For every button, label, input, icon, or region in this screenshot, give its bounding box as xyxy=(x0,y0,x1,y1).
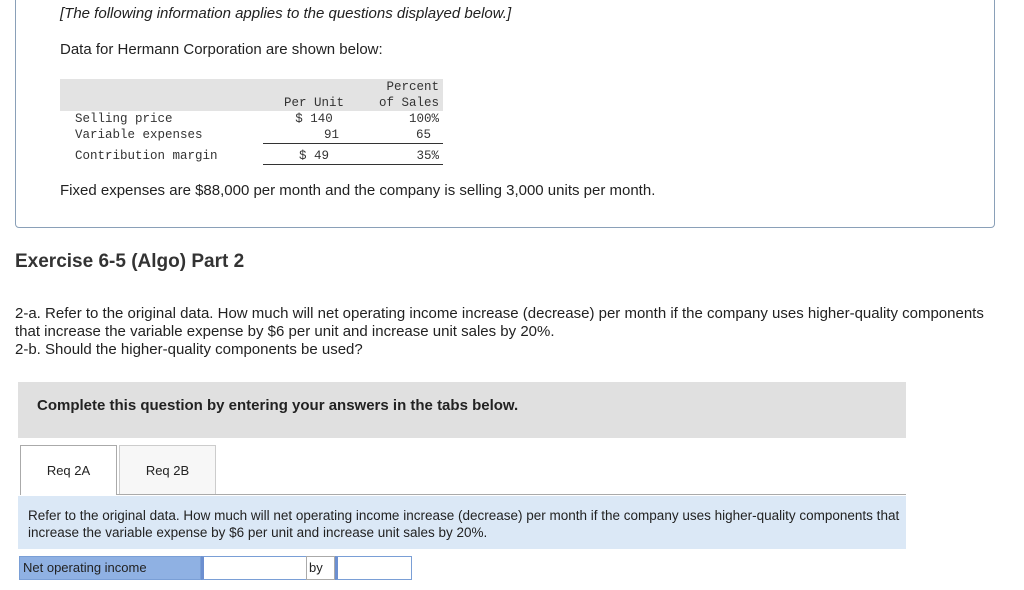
table-row xyxy=(60,127,443,144)
percent-value: 65 xyxy=(365,127,443,144)
per-unit-value: $ 140 xyxy=(295,112,333,126)
instruction-bar: Complete this question by entering your answers in the tabs below. xyxy=(18,382,906,438)
tab-req-2a[interactable]: Req 2A xyxy=(20,445,117,495)
tab-divider xyxy=(117,494,906,495)
table-row xyxy=(60,111,443,127)
per-unit-value: $ 49 xyxy=(263,144,365,165)
company-data-table xyxy=(60,79,443,165)
row-label: Selling price xyxy=(75,112,173,126)
col-header-of-sales: of Sales xyxy=(365,95,443,111)
percent-value: 35% xyxy=(365,144,443,165)
col-header-per-unit: Per Unit xyxy=(263,95,365,111)
amount-input[interactable] xyxy=(335,556,412,580)
question-text xyxy=(15,305,1005,359)
question-2b: 2-b. Should the higher-quality components be used? xyxy=(15,341,363,358)
intro-note: [The following information applies to the questions displayed below.] xyxy=(60,5,512,22)
by-label: by xyxy=(306,556,335,580)
exercise-title: Exercise 6-5 (Algo) Part 2 xyxy=(15,251,245,272)
col-header-percent: Percent xyxy=(365,79,443,95)
percent-value: 100% xyxy=(408,112,439,126)
requirement-text: Refer to the original data. How much will net operating income increase (decrease) per month if the company uses higher-quality components that increase the variable expense by $6 per unit and increase unit sales by 20%. xyxy=(18,496,906,549)
row-label: Contribution margin xyxy=(75,149,218,163)
fixed-expenses-text: Fixed expenses are $88,000 per month and the company is selling 3,000 units per month. xyxy=(60,182,656,199)
per-unit-value: 91 xyxy=(263,127,365,144)
question-2a: 2-a. Refer to the original data. How much will net operating income increase (decrease) per month if the company uses higher-quality components that increase the variable expense by $6 per unit and increase unit sales by 20%. xyxy=(15,305,984,340)
tab-req-2b[interactable]: Req 2B xyxy=(119,445,216,495)
net-operating-income-label: Net operating income xyxy=(19,556,201,580)
table-row xyxy=(60,144,443,165)
row-label: Variable expenses xyxy=(75,128,203,143)
intro-text: Data for Hermann Corporation are shown below: xyxy=(60,41,383,58)
